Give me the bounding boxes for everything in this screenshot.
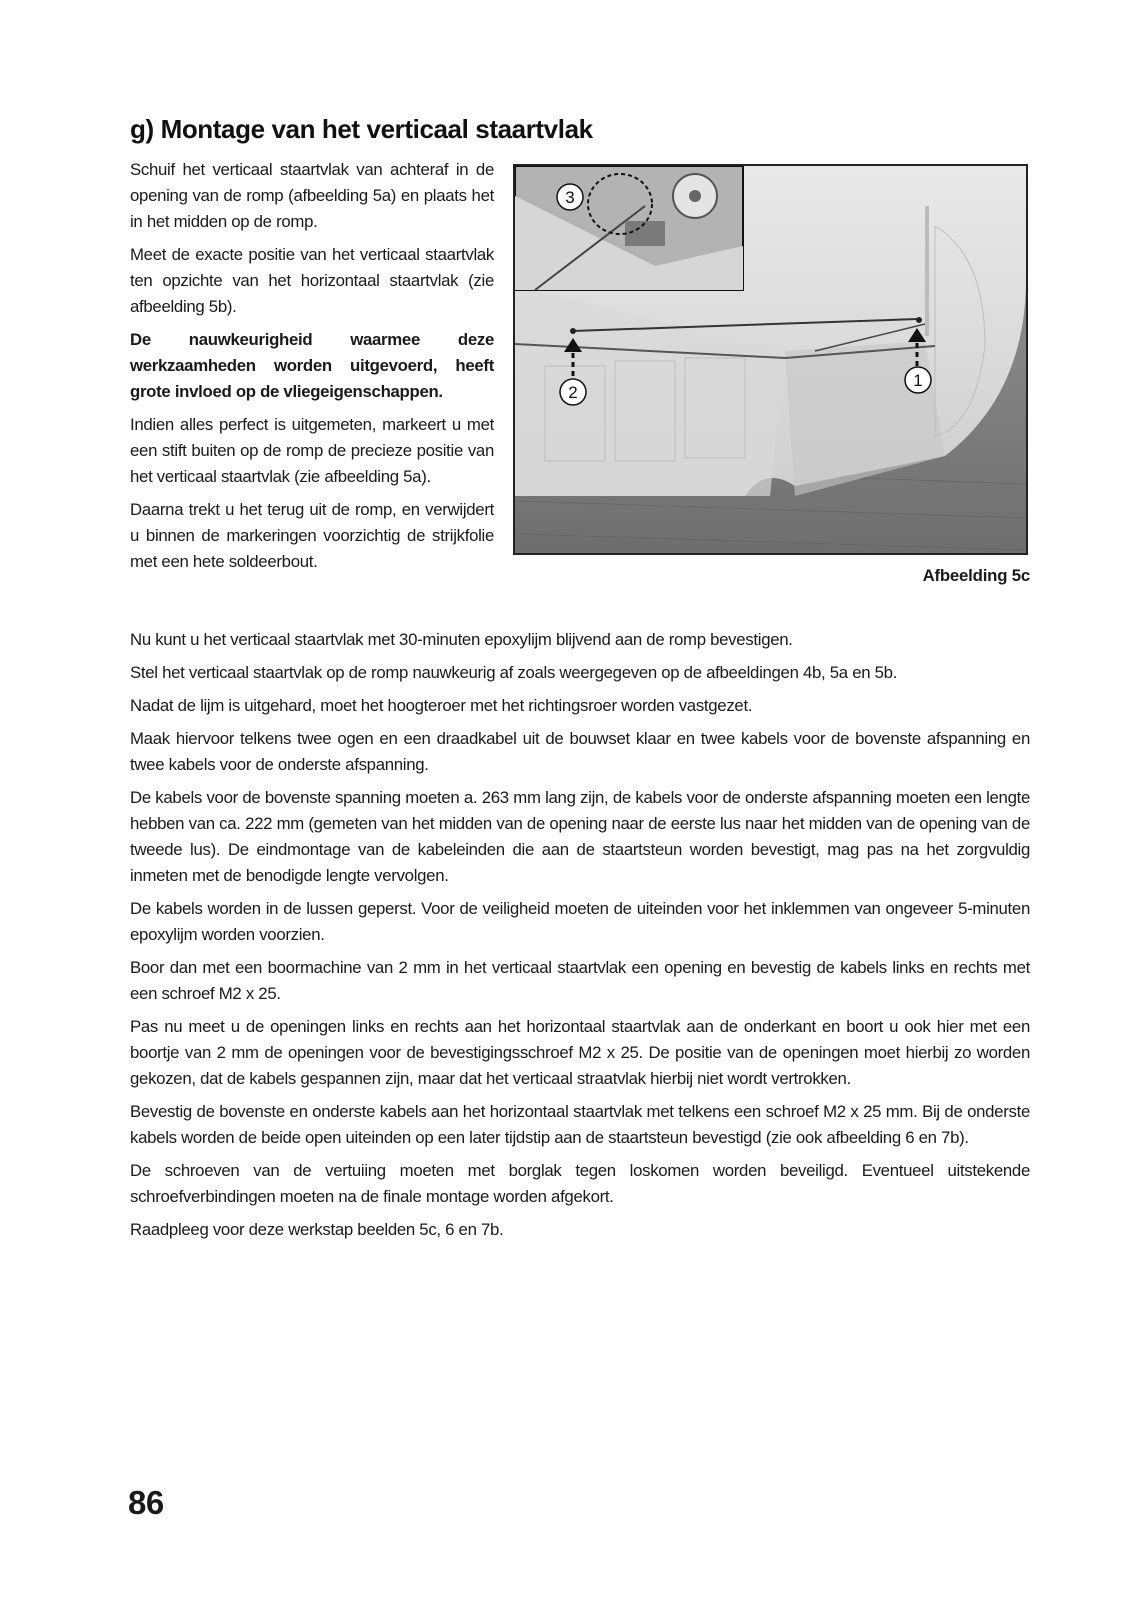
paragraph: Boor dan met een boormachine van 2 mm in het verticaal staartvlak een opening en bevestig de kabels links en rechts met een schroef M2 x 25.: [130, 958, 1030, 1003]
marker-2: [560, 379, 586, 405]
marker-2-label: 2: [568, 383, 578, 402]
intro-column: [130, 157, 494, 582]
marker-1: [905, 367, 931, 393]
marker-1-label: 1: [913, 371, 923, 390]
paragraph: Meet de exacte positie van het verticaal staartvlak ten opzichte van het horizontaal staartvlak (zie afbeelding 5b).: [130, 245, 494, 316]
marker-3-label: 3: [565, 188, 575, 207]
paragraph: Schuif het verticaal staartvlak van achteraf in de opening van de romp (afbeelding 5a) en plaats het in het midden op de romp.: [130, 160, 494, 231]
figure-caption: Afbeelding 5c: [922, 566, 1030, 585]
paragraph: Raadpleeg voor deze werkstap beelden 5c, 6 en 7b.: [130, 1220, 504, 1239]
paragraph: Bevestig de bovenste en onderste kabels aan het horizontaal staartvlak met telkens een schroef M2 x 25 mm. Bij de onderste kabels worden de beide open uiteinden op een later tijdstip aan de staartsteun bevestigd (zie ook afbeelding 6 en 7b).: [130, 1102, 1030, 1147]
paragraph: De schroeven van de vertuiing moeten met borglak tegen loskomen worden beveiligd. Eventueel uitstekende schroefverbindingen moeten na de finale montage worden afgekort.: [130, 1161, 1030, 1206]
paragraph: De kabels worden in de lussen geperst. Voor de veiligheid moeten de uiteinden voor het inklemmen van ongeveer 5-minuten epoxylijm worden voorzien.: [130, 899, 1030, 944]
marker-3: [557, 184, 583, 210]
instructions-body: [130, 627, 1030, 1250]
tail-assembly-photo: [515, 166, 1026, 553]
section-heading: g) Montage van het verticaal staartvlak: [130, 114, 593, 144]
figure-5c-photo: [513, 164, 1028, 555]
paragraph: Nadat de lijm is uitgehard, moet het hoogteroer met het richtingsroer worden vastgezet.: [130, 696, 753, 715]
paragraph: Daarna trekt u het terug uit de romp, en verwijdert u binnen de markeringen voorzichtig de strijkfolie met een hete soldeerbout.: [130, 500, 494, 571]
paragraph: De kabels voor de bovenste spanning moeten a. 263 mm lang zijn, de kabels voor de onderste afspanning moeten een lengte hebben van ca. 222 mm (gemeten van het midden van de opening naar de eerste lus naar het midden van de opening van de tweede lus). De eindmontage van de kabeleinden die aan de staartsteun worden bevestigt, mag pas na het zorgvuldig inmeten met de benodigde lengte vervolgen.: [130, 788, 1030, 885]
paragraph: Stel het verticaal staartvlak op de romp nauwkeurig af zoals weergegeven op de afbeeldingen 4b, 5a en 5b.: [130, 663, 898, 682]
paragraph: Pas nu meet u de openingen links en rechts aan het horizontaal staartvlak aan de onderkant en boort u ook hier met een boortje van 2 mm de openingen voor de bevestigingsschroef M2 x 25. De positie van de openingen moet hierbij zo worden gekozen, dat de kabels gespannen zijn, maar dat het verticaal straatvlak hierbij niet wordt vertrokken.: [130, 1017, 1030, 1088]
page-number: 86: [128, 1484, 164, 1521]
warning-paragraph: De nauwkeurigheid waarmee deze werkzaamheden worden uitgevoerd, heeft grote invloed op de vliegeigenschappen.: [130, 330, 494, 401]
paragraph: Nu kunt u het verticaal staartvlak met 30-minuten epoxylijm blijvend aan de romp bevestigen.: [130, 630, 793, 649]
paragraph: Indien alles perfect is uitgemeten, markeert u met een stift buiten op de romp de precieze positie van het verticaal staartvlak (zie afbeelding 5a).: [130, 415, 494, 486]
paragraph: Maak hiervoor telkens twee ogen en een draadkabel uit de bouwset klaar en twee kabels voor de bovenste afspanning en twee kabels voor de onderste afspanning.: [130, 729, 1030, 774]
